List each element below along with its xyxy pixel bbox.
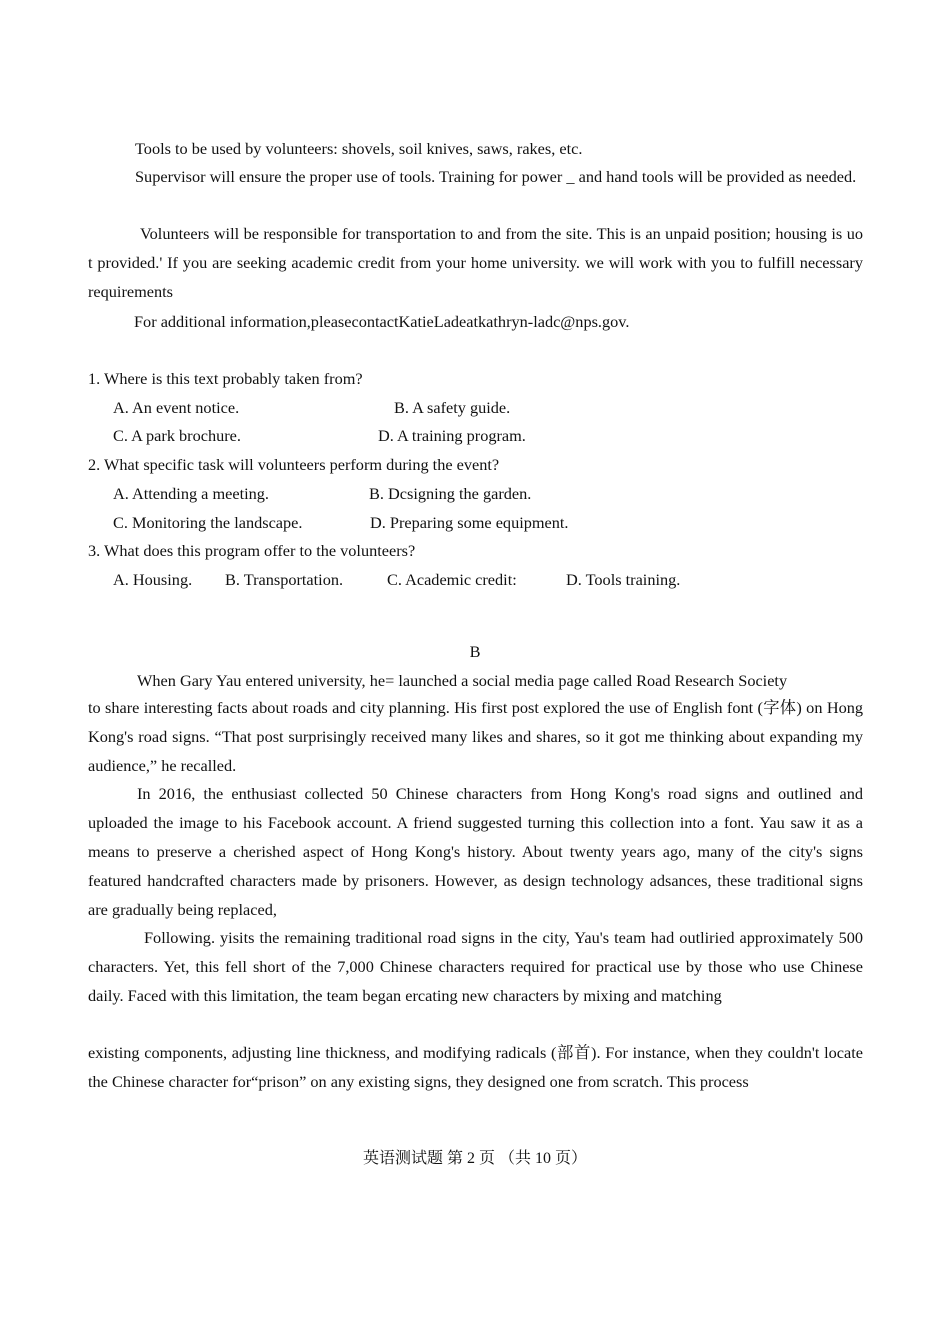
question-1-option-c: C. A park brochure.: [113, 426, 241, 445]
section-b-paragraph-3: Following. yisits the remaining traditional road signs in the city, Yau's team had outliried approximately 500 characters. Yet, this fell short of the 7,000 Chinese characters required for practical use by those who use Chinese daily. Faced with this limitation, the team began ercating new characters by mixing and matching: [88, 928, 863, 1005]
page-footer: 英语测试题 第 2 页 （共 10 页）: [362, 1150, 587, 1167]
passage-a-paragraph-2: Supervisor will ensure the proper use of tools. Training for power _ and hand tools will be provided as needed.: [135, 167, 857, 186]
question-3-option-a: A. Housing.: [113, 570, 193, 589]
question-2-option-d: D. Preparing some equipment.: [370, 513, 569, 532]
question-1-option-a: A. An event notice.: [113, 398, 240, 417]
section-b-paragraph-2: In 2016, the enthusiast collected 50 Chinese characters from Hong Kong's road signs and outlined and uploaded the image to his Facebook account. A friend suggested turning this collection into a font. Yau saw it as a means to preserve a cherished aspect of Hong Kong's history. About twenty years ago, many of the city's signs featured handcrafted characters made by prisoners. However, as design technology adsances, these traditional signs are gradually being replaced,: [88, 784, 863, 919]
section-b-paragraph-1: to share interesting facts about roads and city planning. His first post explored the use of English font (字体) on Hong Kong's road signs. “That post surprisingly received many likes and shares, so it got me thinking about expanding my audience,” he recalled.: [88, 698, 863, 775]
passage-a-contact: For additional information,pleasecontactKatieLadeatkathryn-ladc@nps.gov.: [134, 312, 630, 331]
question-3-option-b: B. Transportation.: [225, 570, 344, 589]
question-2-option-c: C. Monitoring the landscape.: [113, 513, 303, 532]
passage-a-paragraph-1: Tools to be used by volunteers: shovels, soil knives, saws, rakes, etc.: [135, 139, 583, 158]
question-1-stem: 1. Where is this text probably taken from?: [88, 369, 363, 388]
passage-a-paragraph-3: Volunteers will be responsible for transportation to and from the site. This is an unpaid position; housing is uo t provided.' If you are seeking academic credit from your home university. we will work with you to fulfill necessary requirements: [88, 224, 863, 301]
question-3-stem: 3. What does this program offer to the volunteers?: [88, 541, 416, 560]
question-2-option-a: A. Attending a meeting.: [113, 484, 269, 503]
question-3-option-d: D. Tools training.: [566, 570, 681, 589]
section-b-paragraph-1-first-line: When Gary Yau entered university, he= launched a social media page called Road Research Society: [137, 671, 788, 690]
question-1-option-d: D. A training program.: [378, 426, 526, 445]
question-1-option-b: B. A safety guide.: [394, 398, 511, 417]
section-b-paragraph-4: existing components, adjusting line thickness, and modifying radicals (部首). For instance, when they couldn't locate the Chinese character for“prison” on any existing signs, they designed one from scratch. This process: [88, 1043, 863, 1091]
question-2-stem: 2. What specific task will volunteers perform during the event?: [88, 455, 500, 474]
section-b-heading: B: [469, 642, 481, 661]
question-3-option-c: C. Academic credit:: [387, 570, 517, 589]
question-2-option-b: B. Dcsigning the garden.: [369, 484, 532, 503]
